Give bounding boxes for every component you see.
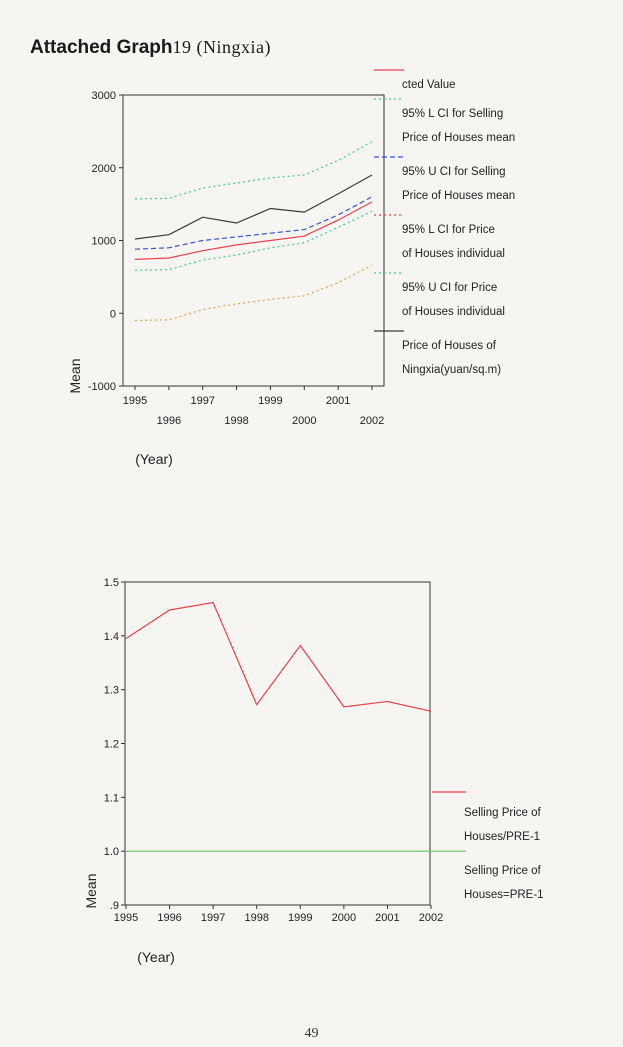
- chart1-legend-label: of Houses individual: [402, 248, 505, 260]
- chart1-legend-label: 95% L CI for Price: [402, 224, 495, 236]
- chart1-legend-label: Ningxia(yuan/sq.m): [402, 364, 502, 376]
- chart1-legend-label: Price of Houses of: [402, 340, 496, 352]
- chart1-legend-label: cted Value: [402, 79, 456, 91]
- chart1-y-tick-label: 0: [109, 308, 116, 321]
- chart1-x-tick-label: 1995: [122, 395, 148, 407]
- chart2-x-tick-label: 2002: [418, 912, 444, 924]
- chart1-x-tick-label: 1997: [190, 395, 215, 407]
- chart2-plot-frame: [125, 582, 430, 905]
- chart2-legend-label: Houses=PRE-1: [464, 889, 544, 901]
- chart1-y-tick-label: 1000: [91, 235, 116, 248]
- chart1-y-tick-label: -1000: [87, 381, 116, 393]
- page-number: 49: [304, 1026, 319, 1041]
- chart2-x-axis-label: (Year): [137, 949, 175, 965]
- chart2-y-tick-label: 1.2: [103, 738, 119, 751]
- chart1-x-tick-label: 2001: [325, 395, 351, 407]
- chart1-y-tick-label: 3000: [91, 90, 116, 102]
- chart1-y-axis-label: Mean: [67, 358, 83, 394]
- chart1-legend-label: 95% U CI for Price: [402, 282, 498, 294]
- chart1-legend-label: 95% L CI for Selling: [402, 108, 504, 120]
- chart2-x-tick-label: 1998: [244, 912, 269, 924]
- chart2-legend-label: Selling Price of: [464, 865, 541, 877]
- chart2-x-tick-label: 1997: [200, 912, 226, 924]
- chart2-x-tick-label: 1996: [157, 912, 182, 924]
- chart2-legend-label: Houses/PRE-1: [464, 831, 541, 843]
- chart2-legend-label: Selling Price of: [464, 807, 541, 819]
- chart2-y-tick-label: 1.1: [103, 792, 119, 805]
- chart2-y-tick-label: .9: [109, 900, 119, 912]
- chart1-x-tick-label: 2000: [292, 415, 317, 427]
- chart1-x-axis-label: (Year): [135, 451, 173, 467]
- chart2-x-tick-label: 1999: [288, 912, 313, 924]
- chart2-y-tick-label: 1.5: [103, 577, 119, 589]
- chart2-x-tick-label: 2000: [331, 912, 357, 924]
- page-title-bold: Attached Graph: [30, 37, 173, 58]
- chart2-y-tick-label: 1.0: [103, 846, 119, 859]
- chart2-y-axis-label: Mean: [83, 873, 99, 909]
- chart1-x-tick-label: 1999: [258, 395, 283, 407]
- chart1-y-tick-label: 2000: [91, 162, 116, 175]
- chart1-legend-label: 95% U CI for Selling: [402, 166, 506, 178]
- page-title-number: 19 (Ningxia): [172, 37, 272, 57]
- chart1-legend-label: Price of Houses mean: [402, 190, 516, 202]
- chart1-x-tick-label: 2002: [359, 415, 385, 427]
- chart2-x-tick-label: 2001: [375, 912, 400, 924]
- chart1-x-tick-label: 1996: [156, 415, 182, 427]
- chart2-x-tick-label: 1995: [113, 912, 139, 924]
- chart1-legend-label: of Houses individual: [402, 306, 505, 318]
- chart2-y-tick-label: 1.3: [103, 684, 119, 697]
- chart2-series-selling-price-of-houses-pre-1: [126, 603, 431, 712]
- chart1-x-tick-label: 1998: [224, 415, 249, 427]
- chart1-legend-label: Price of Houses mean: [402, 132, 516, 144]
- chart2-y-tick-label: 1.4: [103, 630, 119, 643]
